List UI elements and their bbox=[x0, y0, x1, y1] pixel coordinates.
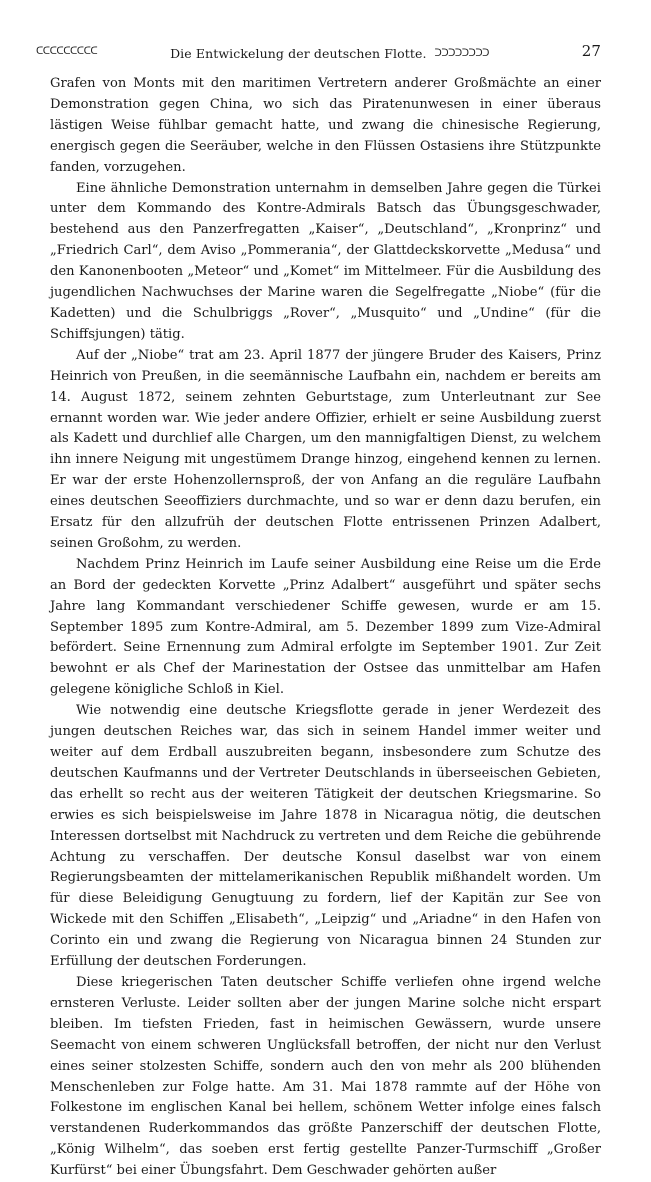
paragraph-continued: Grafen von Monts mit den maritimen Vertretern anderer Großmächte an einer Demonstration gegen China, wo sich das Piratenunwesen in einer überaus lästigen Weise fühlbar gemacht hatte, und zwang die chinesische Regierung, energisch gegen die Seeräuber, welche in den Flüssen Ostasiens ihre Stützpunkte fanden, vorzugehen. bbox=[50, 76, 601, 175]
running-title: Die Entwickelung der deutschen Flotte. bbox=[170, 45, 427, 61]
paragraph: Auf der „Niobe“ trat am 23. April 1877 der jüngere Bruder des Kaisers, Prinz Heinrich von Preußen, in die seemännische Laufbahn ein, nachdem er bereits am 14. August 1872, seinem zehnten Geburtstage, zum Unterleutnant zur See ernannt worden war. Wie jeder andere Offizier, erhielt er seine Ausbildung zuerst als Kadett und durchlief alle Chargen, um den mannigfaltigen Dienst, zu welchem ihn innere Neigung mit ungestümem Drange hinzog, eingehend kennen zu lernen. Er war der erste Hohenzollernsproß, der von Anfang an die reguläre Laufbahn eines deutschen Seeoffiziers durchmachte, und so war er denn dazu berufen, ein Ersatz für den allzufrüh der deutschen Flotte entrissenen Prinzen Adalbert, seinen Großohm, zu werden. bbox=[50, 347, 601, 551]
body-text bbox=[50, 74, 601, 1182]
paragraph: Nachdem Prinz Heinrich im Laufe seiner Ausbildung eine Reise um die Erde an Bord der gedeckten Korvette „Prinz Adalbert“ ausgeführt und später sechs Jahre lang Kommandant verschiedener Schiffe gewesen, wurde er am 15. September 1895 zum Kontre-Admiral, am 5. Dezember 1899 zum Vize-Admiral befördert. Seine Ernennung zum Admiral erfolgte im September 1901. Zur Zeit bewohnt er als Chef der Marinestation der Ostsee das unmittelbar am Hafen gelegene königliche Schloß in Kiel. bbox=[50, 556, 601, 698]
running-header bbox=[36, 40, 601, 66]
book-page bbox=[36, 40, 601, 1182]
paragraph: Diese kriegerischen Taten deutscher Schiffe verliefen ohne irgend welche ernsteren Verluste. Leider sollten aber der jungen Marine solche nicht erspart bleiben. Im tiefsten Frieden, fast in heimischen Gewässern, wurde unsere Seemacht von einem schweren Unglücksfall betroffen, der nicht nur den Verlust eines seiner stolzesten Schiffe, sondern auch den von mehr als 200 blühenden Menschenleben zur Folge hatte. Am 31. Mai 1878 rammte auf der Höhe von Folkestone im englischen Kanal bei hellem, schönem Wetter infolge eines falsch verstandenen Ruderkommandos das größte Panzerschiff der deutschen Flotte, „König Wilhelm“, das soeben erst fertig gestellte Panzer-Turmschiff „Großer Kurfürst“ bei einer Übungsfahrt. Dem Geschwader gehörten außer bbox=[50, 974, 601, 1179]
header-ornament-left: ᑕᑕᑕᑕᑕᑕᑕᑕᑕ bbox=[36, 46, 98, 57]
header-ornament-right: ᑐᑐᑐᑐᑐᑐᑐᑐ bbox=[434, 47, 489, 59]
paragraph: Eine ähnliche Demonstration unternahm in demselben Jahre gegen die Türkei unter dem Kommando des Kontre-Admirals Batsch das Übungsgeschwader, bestehend aus den Panzerfregatten „Kaiser“, „Deutschland“, „Kronprinz“ und „Friedrich Carl“, dem Aviso „Pommerania“, der Glattdeckskorvette „Medusa“ und den Kanonenbooten „Meteor“ und „Komet“ im Mittelmeer. Für die Ausbildung des jugendlichen Nachwuchses der Marine waren die Segelfregatte „Niobe“ (für die Kadetten) und die Schulbriggs „Rover“, „Musquito“ und „Undine“ (für die Schiffsjungen) tätig. bbox=[50, 180, 601, 342]
page-number: 27 bbox=[581, 42, 601, 60]
paragraph: Wie notwendig eine deutsche Kriegsflotte gerade in jener Werdezeit des jungen deutschen Reiches war, das sich in seinem Handel immer weiter und weiter auf dem Erdball auszubreiten begann, insbesondere zum Schutze des deutschen Kaufmanns und der Vertreter Deutschlands in überseeischen Gebieten, das erhellt so recht aus der weiteren Tätigkeit der deutschen Kriegsmarine. So erwies es sich beispielsweise im Jahre 1878 in Nicaragua nötig, die deutschen Interessen dortselbst mit Nachdruck zu vertreten und dem Reiche die gebührende Achtung zu verschaffen. Der deutsche Konsul daselbst war von einem Regierungsbeamten der mittelamerikanischen Republik mißhandelt worden. Um für diese Beleidigung Genugtuung zu fordern, lief der Kapitän zur See von Wickede mit den Schiffen „Elisabeth“, „Leipzig“ und „Ariadne“ in den Hafen von Corinto ein und zwang die Regierung von Nicaragua binnen 24 Stunden zur Erfüllung der deutschen Forderungen. bbox=[50, 703, 601, 970]
